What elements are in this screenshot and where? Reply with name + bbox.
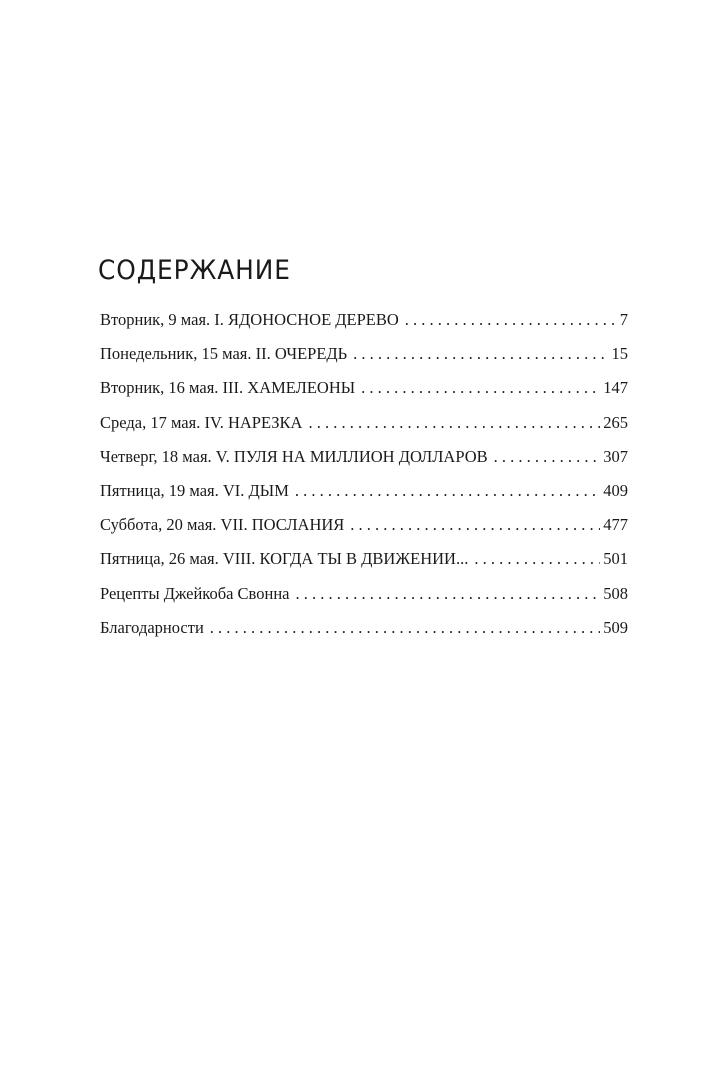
toc-entry-label: Рецепты Джейкоба Свонна [100,583,290,603]
toc-entry [100,310,628,344]
toc-entry-label: Понедельник, 15 мая. II. ОЧЕРЕДЬ [100,344,348,364]
table-of-contents [100,310,628,652]
toc-entry-page: 508 [603,583,628,603]
toc-entry [100,584,628,618]
toc-entry [100,344,628,378]
toc-entry-page: 501 [603,549,628,569]
dot-leader [308,413,600,433]
toc-entry-page: 7 [619,310,628,329]
toc-entry [100,618,628,652]
toc-entry-label: Четверг, 18 мая. V. ПУЛЯ НА МИЛЛИОН ДОЛЛАРОВ [100,446,488,466]
dot-leader [405,310,617,330]
toc-entry-label: Вторник, 16 мая. III. ХАМЕЛЕОНЫ [100,378,356,398]
toc-entry [100,515,628,549]
toc-entry-label: Благодарности [100,617,204,637]
toc-entry-label: Пятница, 26 мая. VIII. КОГДА ТЫ В ДВИЖЕНИИ... [100,549,469,569]
toc-entry-label: Среда, 17 мая. IV. НАРЕЗКА [100,412,303,432]
toc-entry-page: 307 [603,446,628,466]
toc-entry [100,481,628,515]
dot-leader [295,481,600,501]
toc-entry-page: 477 [603,515,628,535]
toc-entry [100,378,628,412]
toc-entry-page: 15 [611,344,628,364]
toc-entry-label: Пятница, 19 мая. VI. ДЫМ [100,480,289,500]
dot-leader [210,618,600,638]
toc-entry-page: 509 [603,617,628,637]
toc-entry-page: 409 [603,480,628,500]
toc-entry [100,549,628,583]
dot-leader [350,515,600,535]
dot-leader [353,344,608,364]
toc-entry-page: 147 [603,378,628,398]
page-title: СОДЕРЖАНИЕ [98,255,291,286]
dot-leader [494,447,601,467]
toc-entry-page: 265 [603,412,628,432]
toc-entry [100,413,628,447]
toc-entry-label: Суббота, 20 мая. VII. ПОСЛАНИЯ [100,515,345,535]
dot-leader [361,378,600,398]
toc-entry-label: Вторник, 9 мая. I. ЯДОНОСНОЕ ДЕРЕВО [100,310,399,329]
toc-entry [100,447,628,481]
dot-leader [295,584,600,604]
dot-leader [474,549,600,569]
